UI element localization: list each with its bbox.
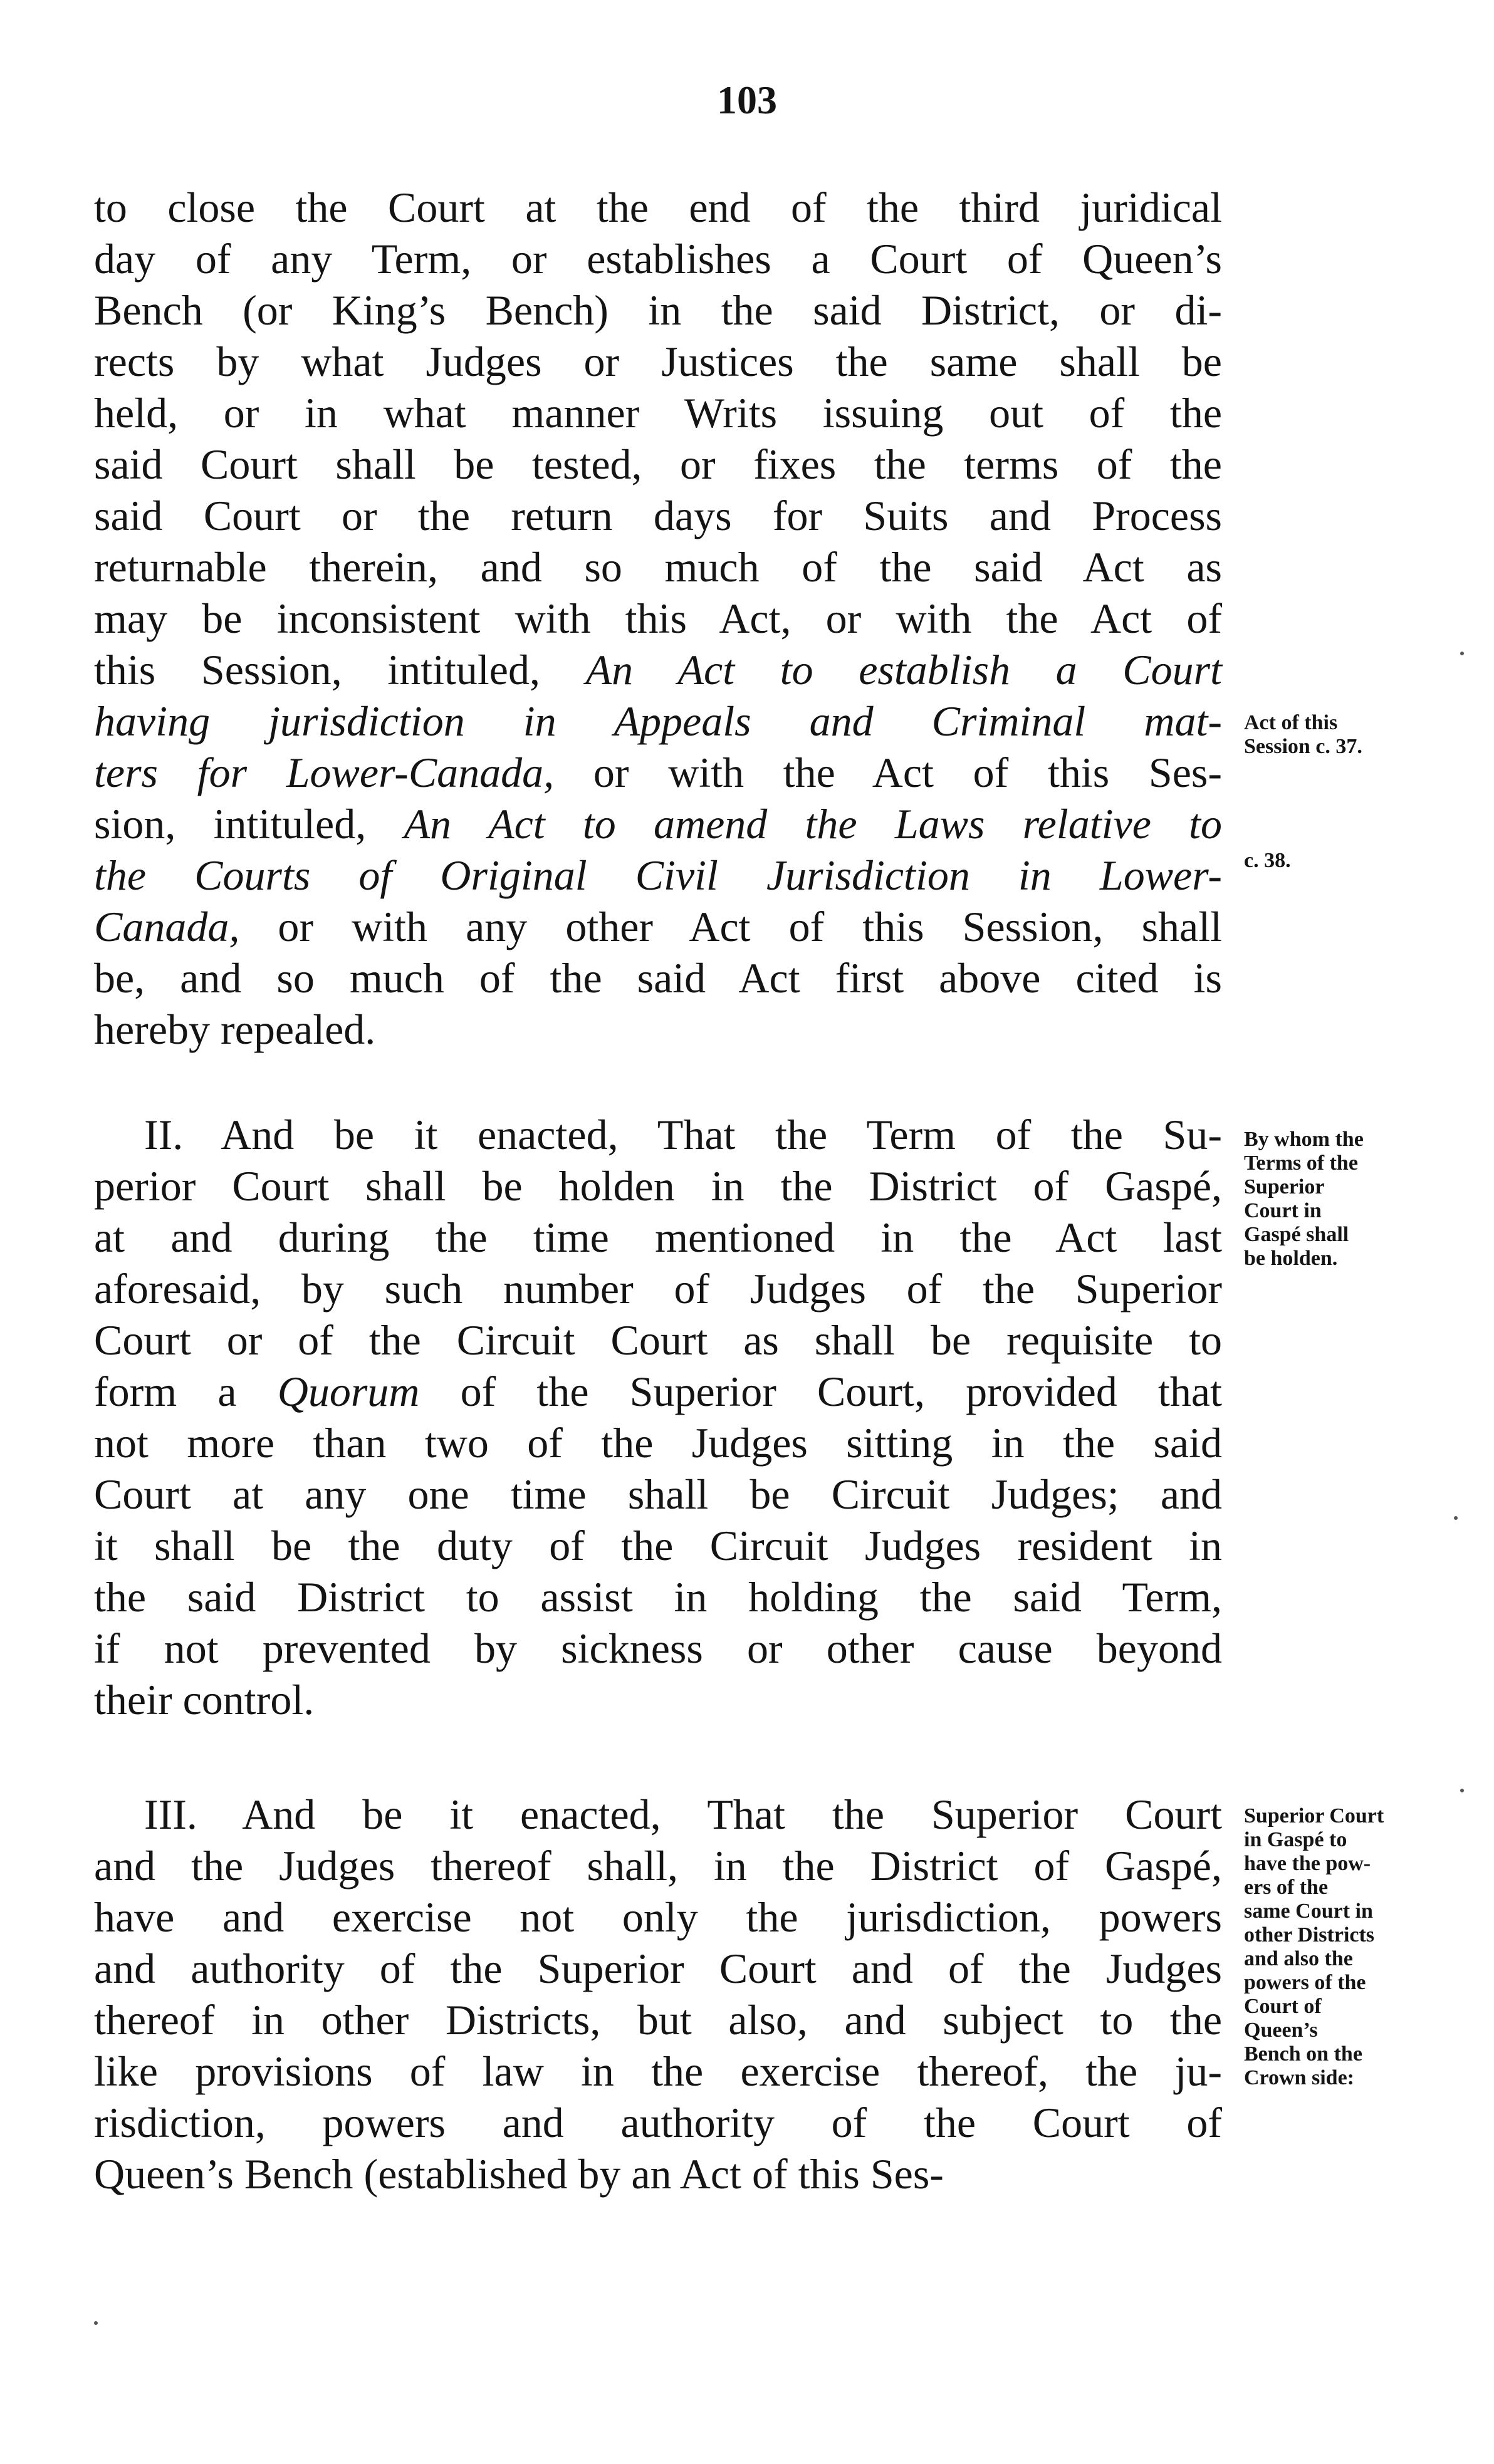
body-text: and authority of the Superior Court and of the Judges: [94, 1945, 1222, 1992]
margin-note-line: have the pow-: [1244, 1852, 1371, 1875]
body-text: hereby repealed.: [94, 1006, 376, 1053]
body-text: may be inconsistent with this Act, or with the Act of: [94, 595, 1222, 642]
text-line: [94, 2097, 1222, 2148]
margin-note-line: Court in: [1244, 1199, 1322, 1222]
margin-note-line: be holden.: [1244, 1247, 1338, 1270]
text-line: [94, 747, 1222, 798]
margin-note-act-37: [1244, 711, 1451, 759]
text-line: [94, 952, 1222, 1004]
text-line: [94, 2148, 1222, 2200]
margin-note-line: c. 38.: [1244, 849, 1291, 872]
margin-note-line: Terms of the: [1244, 1151, 1358, 1175]
margin-note-line: ers of the: [1244, 1876, 1329, 1899]
text-line: [94, 644, 1222, 695]
paragraph-2-section-ii: [94, 1109, 1222, 1725]
body-text: it shall be the duty of the Circuit Judges resident in: [94, 1522, 1222, 1569]
body-text: thereof in other Districts, but also, and subject to the: [94, 1996, 1222, 2044]
italic-title-text: ters for Lower-Canada,: [94, 749, 555, 796]
text-line: [94, 1571, 1222, 1623]
text-line: [94, 439, 1222, 490]
text-line: [94, 1314, 1222, 1366]
body-text: their control.: [94, 1676, 315, 1723]
text-line: [94, 593, 1222, 644]
margin-note-superior-court-powers: [1244, 1804, 1451, 2090]
margin-note-line: Bench on the: [1244, 2042, 1362, 2066]
body-text: this Session, intituled,: [94, 646, 586, 694]
text-line: [94, 2046, 1222, 2097]
body-text: like provisions of law in the exercise thereof, the ju-: [94, 2047, 1222, 2095]
margin-note-line: By whom the: [1244, 1128, 1364, 1151]
margin-note-line: Court of: [1244, 1995, 1322, 2018]
text-line: [94, 1160, 1222, 1212]
text-line: [94, 387, 1222, 439]
text-line: [94, 1674, 1222, 1725]
margin-note-line: Superior Court: [1244, 1804, 1384, 1827]
margin-note-line: in Gaspé to: [1244, 1828, 1347, 1851]
body-text: held, or in what manner Writs issuing out of the: [94, 389, 1222, 437]
body-text: rects by what Judges or Justices the same shall be: [94, 338, 1222, 385]
text-line: [94, 1994, 1222, 2046]
body-text: the said District to assist in holding the said Term,: [94, 1573, 1222, 1621]
margin-note-line: Session c. 37.: [1244, 735, 1362, 758]
italic-title-text: having jurisdiction in Appeals and Criminal mat-: [94, 697, 1222, 745]
text-line: [94, 1789, 1222, 1840]
paragraph-1: [94, 182, 1222, 1055]
margin-note-line: powers of the: [1244, 1971, 1366, 1994]
body-text: risdiction, powers and authority of the Court of: [94, 2099, 1222, 2146]
margin-note-line: Crown side:: [1244, 2066, 1354, 2089]
text-line: [94, 490, 1222, 541]
text-line: [94, 1891, 1222, 1943]
body-text: III. And be it enacted, That the Superior Court: [144, 1791, 1222, 1838]
text-line: [94, 1366, 1222, 1417]
margin-note-line: Superior: [1244, 1175, 1325, 1198]
body-text: to close the Court at the end of the third juridical: [94, 184, 1222, 231]
body-text: Queen’s Bench (established by an Act of this Ses-: [94, 2150, 944, 2198]
italic-title-text: An Act to amend the Laws relative to: [404, 800, 1223, 848]
text-line: [94, 1520, 1222, 1571]
text-line: [94, 1943, 1222, 1994]
margin-note-line: Gaspé shall: [1244, 1223, 1349, 1246]
text-line: [94, 695, 1222, 747]
margin-note-term-holding: [1244, 1128, 1451, 1271]
body-text: form a: [94, 1368, 278, 1415]
body-text: have and exercise not only the jurisdiction, powers: [94, 1893, 1222, 1941]
italic-title-text: Canada,: [94, 903, 240, 950]
text-line: [94, 541, 1222, 593]
body-text: Court or of the Circuit Court as shall be requisite to: [94, 1316, 1222, 1364]
body-text: Court at any one time shall be Circuit Judges; and: [94, 1470, 1222, 1518]
text-line: [94, 1469, 1222, 1520]
paper-speck: [1460, 1789, 1464, 1792]
body-text: returnable therein, and so much of the said Act as: [94, 543, 1222, 591]
body-text: said Court or the return days for Suits and Process: [94, 492, 1222, 539]
paper-speck: [1460, 652, 1464, 655]
text-line: [94, 284, 1222, 336]
text-line: [94, 850, 1222, 901]
text-line: [94, 1417, 1222, 1469]
text-line: [94, 1623, 1222, 1674]
body-text: perior Court shall be holden in the District of Gaspé,: [94, 1162, 1222, 1210]
text-line: [94, 798, 1222, 850]
text-line: [94, 1109, 1222, 1160]
body-text: and the Judges thereof shall, in the District of Gaspé,: [94, 1842, 1222, 1890]
body-text: not more than two of the Judges sitting in the said: [94, 1419, 1222, 1467]
paper-speck: [1454, 1516, 1458, 1520]
italic-title-text: the Courts of Original Civil Jurisdiction in Lower-: [94, 851, 1222, 899]
body-text: or with the Act of this Ses-: [554, 749, 1223, 796]
text-line: [94, 336, 1222, 387]
page-number: 103: [717, 78, 777, 122]
body-text: II. And be it enacted, That the Term of the Su-: [144, 1111, 1222, 1158]
text-line: [94, 1004, 1222, 1055]
text-line: [94, 233, 1222, 284]
margin-note-line: Queen’s: [1244, 2019, 1318, 2042]
margin-note-line: other Districts: [1244, 1923, 1375, 1947]
body-text: Bench (or King’s Bench) in the said District, or di-: [94, 286, 1222, 334]
text-line: [94, 901, 1222, 952]
text-line: [94, 1212, 1222, 1263]
body-text: or with any other Act of this Session, shall: [239, 903, 1222, 950]
body-text: said Court shall be tested, or fixes the terms of the: [94, 440, 1222, 488]
body-text: be, and so much of the said Act first above cited is: [94, 954, 1222, 1002]
margin-note-line: and also the: [1244, 1947, 1353, 1970]
body-text: sion, intituled,: [94, 800, 404, 848]
body-text: of the Superior Court, provided that: [419, 1368, 1222, 1415]
italic-title-text: An Act to establish a Court: [585, 646, 1222, 694]
margin-note-line: Act of this: [1244, 711, 1338, 734]
italic-title-text: Quorum: [277, 1368, 420, 1415]
body-text: day of any Term, or establishes a Court of Queen’s: [94, 235, 1222, 283]
text-line: [94, 1263, 1222, 1314]
body-text: if not prevented by sickness or other cause beyond: [94, 1624, 1222, 1672]
paper-speck: [94, 2321, 98, 2325]
body-text: at and during the time mentioned in the Act last: [94, 1214, 1222, 1261]
margin-note-act-38: [1244, 849, 1451, 873]
text-line: [94, 1840, 1222, 1891]
body-text: aforesaid, by such number of Judges of the Superior: [94, 1265, 1222, 1313]
paragraph-3-section-iii: [94, 1789, 1222, 2200]
text-line: [94, 182, 1222, 233]
margin-note-line: same Court in: [1244, 1900, 1373, 1923]
